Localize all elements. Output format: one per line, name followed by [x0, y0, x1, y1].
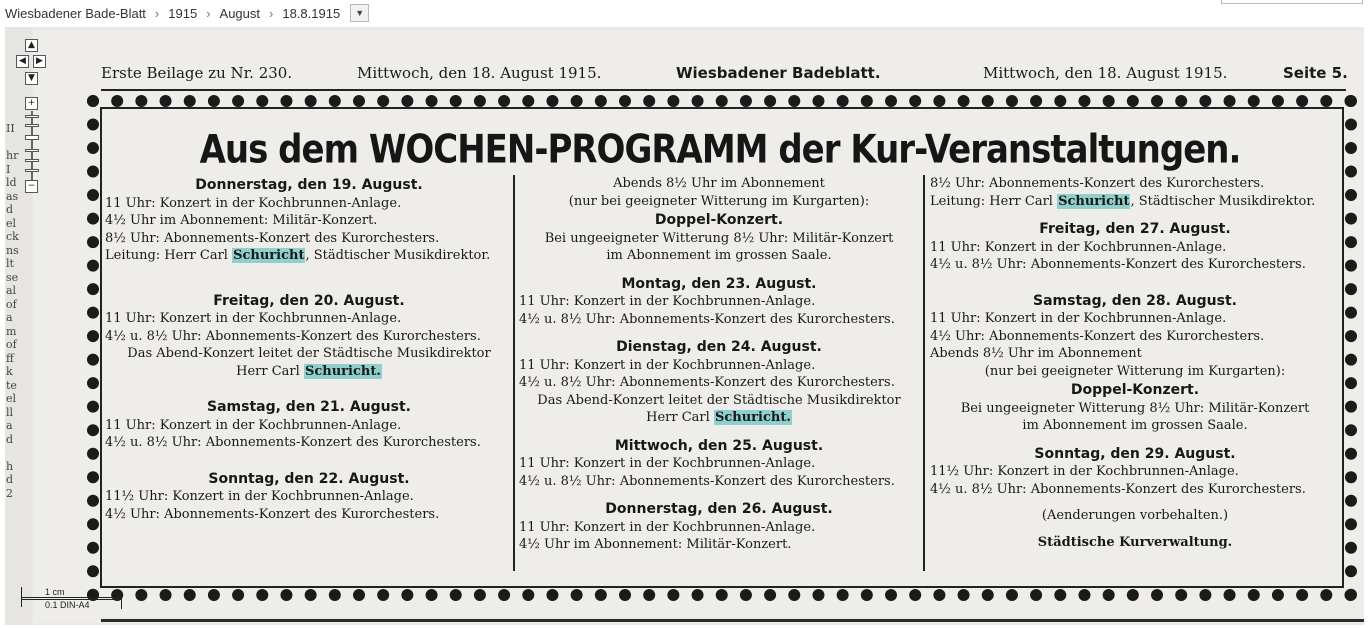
strip-fragment: lt — [6, 257, 14, 270]
strip-fragment: d — [6, 473, 14, 486]
concert-heading: Doppel-Konzert. — [1070, 382, 1200, 398]
chevron-down-icon[interactable]: ▼ — [350, 4, 369, 22]
program-title: Aus dem WOCHEN-PROGRAMM der Kur-Veranstaltungen. — [199, 127, 1241, 173]
program-column-2 — [519, 175, 919, 554]
day-heading: Dienstag, den 24. August. — [616, 339, 822, 355]
page-number: Seite 5. — [1283, 64, 1348, 82]
header-date-right: Mittwoch, den 18. August 1915. — [983, 64, 1228, 82]
zoom-tick[interactable] — [25, 149, 39, 152]
strip-fragment: d — [6, 203, 14, 216]
day-heading: Samstag, den 28. August. — [1033, 292, 1237, 309]
pan-left-button[interactable]: ◀ — [16, 55, 29, 68]
supplement-label: Erste Beilage zu Nr. 230. — [101, 64, 293, 82]
program-line: 4½ Uhr im Abonnement: Militär-Konzert. — [105, 213, 378, 228]
concert-heading: Doppel-Konzert. — [654, 212, 784, 228]
scale-bar — [17, 587, 137, 625]
strip-fragment: el — [6, 392, 17, 405]
strip-fragment: k — [6, 365, 13, 378]
day-heading: Sonntag, den 22. August. — [208, 470, 410, 487]
program-line: Abends 8½ Uhr im Abonnement — [930, 346, 1142, 361]
program-line: 8½ Uhr: Abonnements-Konzert des Kurorchesters. — [930, 176, 1265, 191]
strip-fragment: el — [6, 216, 17, 230]
search-highlight[interactable]: Schuricht — [233, 248, 305, 263]
program-line — [105, 363, 513, 381]
strip-fragment: ll — [6, 405, 14, 419]
strip-fragment: II — [6, 122, 15, 135]
program-line: 4½ Uhr: Abonnements-Konzert des Kurorchesters. — [105, 506, 440, 522]
program-line: 11 Uhr: Konzert in der Kochbrunnen-Anlage. — [930, 239, 1227, 255]
strip-fragment: hr — [6, 149, 19, 162]
program-line: 4½ u. 8½ Uhr: Abonnements-Konzert des Kurorchesters. — [930, 257, 1306, 272]
search-highlight[interactable]: Schuricht. — [304, 363, 381, 379]
program-column-1 — [105, 175, 513, 523]
column-divider — [923, 175, 925, 571]
scale-label-cm: 1 cm — [45, 587, 65, 597]
program-column-3 — [930, 175, 1340, 551]
strip-fragment: 2 — [6, 486, 13, 500]
program-line: 4½ Uhr: Abonnements-Konzert des Kurorchesters. — [930, 328, 1265, 344]
breadcrumb — [5, 4, 369, 22]
line-text: , Städtischer Musikdirektor. — [305, 248, 491, 263]
pan-down-button[interactable]: ▼ — [25, 72, 38, 85]
day-heading: Donnerstag, den 19. August. — [195, 177, 423, 193]
column-divider — [513, 175, 515, 571]
day-heading: Samstag, den 21. August. — [207, 399, 411, 415]
program-line: im Abonnement im grossen Saale. — [1022, 418, 1248, 433]
header-date-left: Mittwoch, den 18. August 1915. — [357, 64, 602, 82]
breadcrumb-item-issue[interactable]: 18.8.1915 — [282, 5, 341, 21]
zoom-tick[interactable] — [25, 115, 39, 118]
program-line: Das Abend-Konzert leitet der Städtische Musikdirektor — [537, 392, 901, 408]
pan-up-button[interactable]: ▲ — [25, 39, 38, 52]
strip-fragment: I — [6, 162, 11, 176]
program-line: 11 Uhr: Konzert in der Kochbrunnen-Anlage. — [519, 519, 816, 535]
program-line: 4½ u. 8½ Uhr: Abonnements-Konzert des Kurorchesters. — [519, 473, 895, 489]
program-line — [105, 247, 513, 265]
program-line: Das Abend-Konzert leitet der Städtische Musikdirektor — [127, 346, 491, 361]
program-line: 4½ Uhr im Abonnement: Militär-Konzert. — [519, 537, 792, 552]
program-line: (nur bei geeigneter Witterung im Kurgarten): — [984, 363, 1286, 379]
strip-fragment: ld — [6, 176, 17, 189]
pan-right-button[interactable]: ▶ — [33, 55, 46, 68]
program-line: 11 Uhr: Konzert in der Kochbrunnen-Anlage. — [105, 417, 402, 433]
breadcrumb-item-publication[interactable]: Wiesbadener Bade-Blatt — [5, 5, 146, 21]
day-heading: Mittwoch, den 25. August. — [614, 437, 824, 454]
page-header — [101, 64, 1346, 88]
program-line: Bei ungeeigneter Witterung 8½ Uhr: Militär-Konzert — [544, 230, 894, 246]
program-line — [519, 409, 919, 427]
line-text: , Städtischer Musikdirektor. — [1130, 193, 1316, 209]
line-text: Leitung: Herr Carl — [930, 193, 1053, 209]
strip-fragment: of — [6, 338, 17, 351]
program-line: im Abonnement im grossen Saale. — [606, 248, 832, 263]
program-line: 4½ u. 8½ Uhr: Abonnements-Konzert des Kurorchesters. — [519, 311, 895, 327]
strip-fragment — [6, 446, 32, 460]
program-line: 11½ Uhr: Konzert in der Kochbrunnen-Anlage. — [930, 464, 1239, 479]
zoom-in-button[interactable]: + — [25, 97, 38, 110]
strip-fragment: te — [6, 378, 17, 392]
zoom-tick[interactable] — [25, 124, 39, 127]
day-heading: Sonntag, den 29. August. — [1034, 445, 1236, 462]
strip-fragment: of — [6, 297, 17, 311]
zoom-tick[interactable] — [25, 159, 39, 162]
strip-fragment: m — [6, 324, 17, 338]
day-heading: Freitag, den 20. August. — [213, 292, 405, 309]
signature: Städtische Kurverwaltung. — [1037, 534, 1233, 550]
scale-label-din: 0.1 DIN-A4 — [45, 600, 90, 610]
program-line: 4½ u. 8½ Uhr: Abonnements-Konzert des Kurorchesters. — [519, 375, 895, 390]
search-box-edge[interactable] — [1221, 0, 1363, 4]
breadcrumb-separator: › — [154, 5, 160, 21]
line-text: Leitung: Herr Carl — [105, 248, 228, 263]
strip-fragment: ck — [6, 230, 19, 243]
day-heading: Montag, den 23. August. — [621, 275, 817, 292]
program-line: (nur bei geeigneter Witterung im Kurgarten): — [568, 193, 870, 209]
day-heading: Donnerstag, den 26. August. — [605, 501, 833, 517]
strip-fragment: al — [6, 284, 17, 297]
search-highlight[interactable]: Schuricht. — [714, 410, 791, 425]
program-line: 11 Uhr: Konzert in der Kochbrunnen-Anlage. — [519, 294, 816, 309]
strip-fragment: d — [6, 432, 14, 446]
strip-fragment: h — [6, 459, 14, 473]
zoom-slider-handle[interactable] — [25, 135, 39, 140]
program-line: 11 Uhr: Konzert in der Kochbrunnen-Anlage. — [105, 311, 402, 326]
line-text: Herr Carl — [236, 363, 300, 379]
breadcrumb-separator: › — [206, 5, 211, 21]
document-viewer[interactable] — [5, 27, 1364, 625]
breadcrumb-separator: › — [269, 5, 274, 21]
day-heading: Freitag, den 27. August. — [1039, 221, 1231, 237]
program-note: (Aenderungen vorbehalten.) — [1041, 508, 1229, 523]
program-line: Abends 8½ Uhr im Abonnement — [613, 176, 825, 191]
program-line: 11 Uhr: Konzert in der Kochbrunnen-Anlage. — [930, 311, 1227, 326]
program-line: 11 Uhr: Konzert in der Kochbrunnen-Anlage. — [519, 357, 816, 373]
program-line: 4½ u. 8½ Uhr: Abonnements-Konzert des Kurorchesters. — [105, 435, 481, 450]
program-line: 11 Uhr: Konzert in der Kochbrunnen-Anlage. — [105, 195, 402, 211]
strip-fragment: a — [6, 311, 13, 324]
zoom-tick[interactable] — [25, 169, 39, 172]
header-rule — [101, 89, 1346, 91]
strip-fragment: a — [6, 419, 13, 432]
search-highlight[interactable]: Schuricht — [1058, 193, 1130, 209]
zoom-out-button[interactable]: − — [25, 180, 38, 193]
program-line: Bei ungeeigneter Witterung 8½ Uhr: Militär-Konzert — [960, 400, 1310, 416]
masthead: Wiesbadener Badeblatt. — [676, 64, 881, 82]
breadcrumb-item-month[interactable]: August — [219, 5, 261, 21]
breadcrumb-item-year[interactable]: 1915 — [168, 5, 198, 21]
strip-fragment: se — [6, 270, 19, 284]
program-line: 11 Uhr: Konzert in der Kochbrunnen-Anlage. — [519, 456, 816, 471]
strip-fragment: as — [6, 189, 19, 203]
program-line: 11½ Uhr: Konzert in der Kochbrunnen-Anlage. — [105, 489, 414, 504]
program-line: 8½ Uhr: Abonnements-Konzert des Kurorchesters. — [105, 230, 440, 246]
program-line: 4½ u. 8½ Uhr: Abonnements-Konzert des Kurorchesters. — [930, 481, 1306, 497]
bottom-rule — [101, 619, 1364, 622]
strip-fragment: ns — [6, 243, 19, 257]
line-text: Herr Carl — [646, 410, 710, 425]
program-line: 4½ u. 8½ Uhr: Abonnements-Konzert des Kurorchesters. — [105, 328, 481, 344]
strip-fragment: ff — [6, 351, 14, 365]
program-line — [930, 193, 1340, 211]
